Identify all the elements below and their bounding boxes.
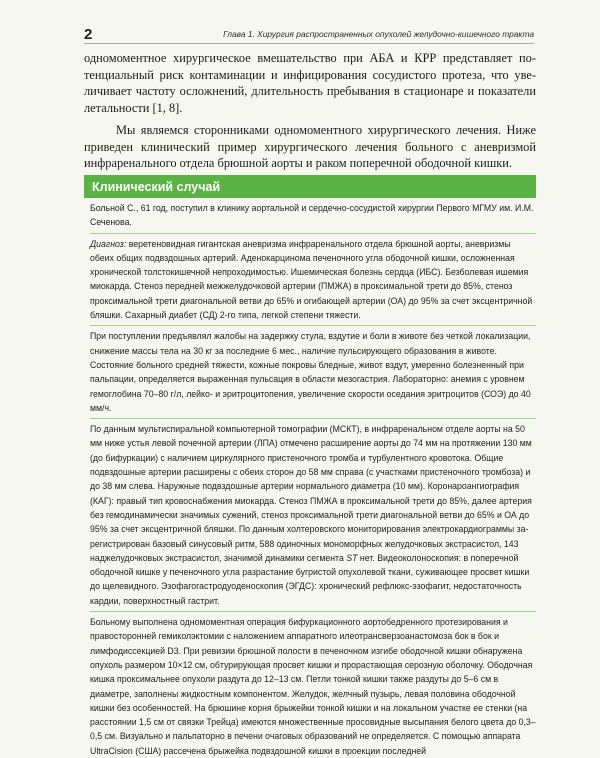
clinical-case-box xyxy=(84,175,536,758)
exam-text-part-2: нет. Видеоколоноскопия: в поперечной ободочной кишке у печеночного угла разрастание бугристой опухолевой ткани, суживающее просвет кишки до щелевидного. Эзофагогастродуоденоскопия (ЭГДС): хронический рефлюкс-эзофагит, недостаточность кардии, поверхностный гастрит. xyxy=(90,552,530,606)
case-exam-paragraph xyxy=(90,418,536,608)
exam-text-part-1: По данным мультиспиральной компьютерной томографии (МСКТ), в инфраренальном отделе аорты на 50 мм ниже устья левой почечной артерии (ЛПА) отмечено расширение аорты до 74 мм на протяжении 130 мм (до бифуркации) с наличием циркулярного пристеночного тромба и турбулентного кровотока. Общие подвздошные артерии расширены с обеих сторон до 58 мм справа (с участками пристеночного тромбоза) и до 38 мм слева. Наружные подвздошные артерии нормального диаметра (10 мм). Коронароангиография (КАГ): правый тип кровоснабжения миокарда. Стеноз ПМЖА в проксимальной трети до 85%, далее артерия без гемодинамически значимых сужений, стеноз проксимальной трети диагональной ветви до 65% и ОА до 95% за счет эксцентричной бляшки. По данным холтеровского мониторирования электрокардиограммы зарегистрирован базовый синусовый ритм, 588 одиночных мономорфных желудочковых экстрасистол, 143 наджелудочковых экстрасистол, значимой динамики сегмента xyxy=(90,424,532,563)
case-admission-paragraph: При поступлении предъявлял жалобы на задержку стула, вздутие и боли в животе без четкой локализации, снижение массы тела на 30 кг за последние 6 мес., наличие пульсирующего образования в животе. Состояние больного средней тяжести, кожные покровы бледные, живот вздут, умеренно болезненный при пальпации, определяется выраженная пульсация в области мезогастрия. Лабораторно: анемия с уровнем гемоглобина 70–80 г/л, лейко- и эритроцитопения, увеличение скорости оседания эритроцитов (СОЭ) до 40 мм/ч. xyxy=(90,325,536,415)
clinical-case-title: Клинический случай xyxy=(84,177,536,198)
clinical-case-body xyxy=(84,198,536,758)
st-segment-label: ST xyxy=(346,552,358,563)
case-patient-paragraph: Больной С., 61 год, поступил в клинику аортальной и сердечно-сосудистой хирургии Первого МГМУ им. И.М. Сеченова. xyxy=(90,203,534,228)
running-head: Глава 1. Хирургия распространенных опухолей желудочно-кишечного тракта xyxy=(223,29,534,39)
header-rule xyxy=(84,43,534,44)
page-number: 2 xyxy=(84,26,93,43)
diagnosis-label: Диагноз: xyxy=(90,238,127,249)
diagnosis-text: веретеновидная гигантская аневризма инфраренального отдела брюшной аорты, аневризмы обеих общих подвздошных артерий. Аденокарцинома печеночного угла ободочной кишки, осложненная хронической толстокишечной непроходимостью. Ишемическая болезнь сердца (ИБС). Безболевая ишемия миокарда. Стеноз передней межжелудочковой артерии (ПМЖА) в проксимальной трети до 85%, стеноз проксимальной трети диагональной ветви до 65% и огибающей артерии (ОА) до 95% за счет эксцентричной бляшки. Сахарный диабет (СД) 2-го типа, легкой степени тяжести. xyxy=(90,238,533,321)
intro-paragraph-1: одномоментное хирургическое вмешательство при АБА и КРР представляет потенциальный риск контаминации и инфицирования сосудистого протеза, что увеличивает частоту осложнений, длительность пребывания в стационаре и показатели летальности [1, 8]. xyxy=(84,51,536,115)
case-surgery-paragraph: Больному выполнена одномоментная операция бифуркационного аортобедренного протезирования и правосторонней гемиколэктомии с наложением аппаратного илеотрансверзоанастомоза бок в бок и лимфодиссекцией D3. При ревизии брюшной полости в печеночном изгибе ободочной кишки обнаружена опухоль размером 10×12 см, обтурирующая просвет кишки и прорастающая серозную оболочку. Ободочная кишка проксимальнее опухоли раздута до 12–13 см. Петли тонкой кишки также раздуты до 5–6 см в диаметре, заполнены жидкостным компонентом. Желудок, желчный пузырь, левая половина ободочной кишки без особенностей. На брюшине корня брыжейки тонкой кишки и на локальном участке ее стенки (на расстоянии 1,5 см от связки Трейца) имеются множественные просовидные высыпания белого цвета до 0,3–0,5 см. Визуально и пальпаторно в печени очаговых образований не определяется. С помощью аппарата UltraCision (США) рассечена брыжейка подвздошной кишки в проекции последней xyxy=(90,611,536,758)
intro-text xyxy=(84,50,536,172)
intro-paragraph-2: Мы являемся сторонниками одномоментного хирургического лечения. Ниже приведен клинический пример хирургического лечения больного с аневризмой инфраренального отдела брюшной аорты и раком поперечной ободочной кишки. xyxy=(84,123,536,170)
case-diagnosis-paragraph xyxy=(90,233,536,323)
